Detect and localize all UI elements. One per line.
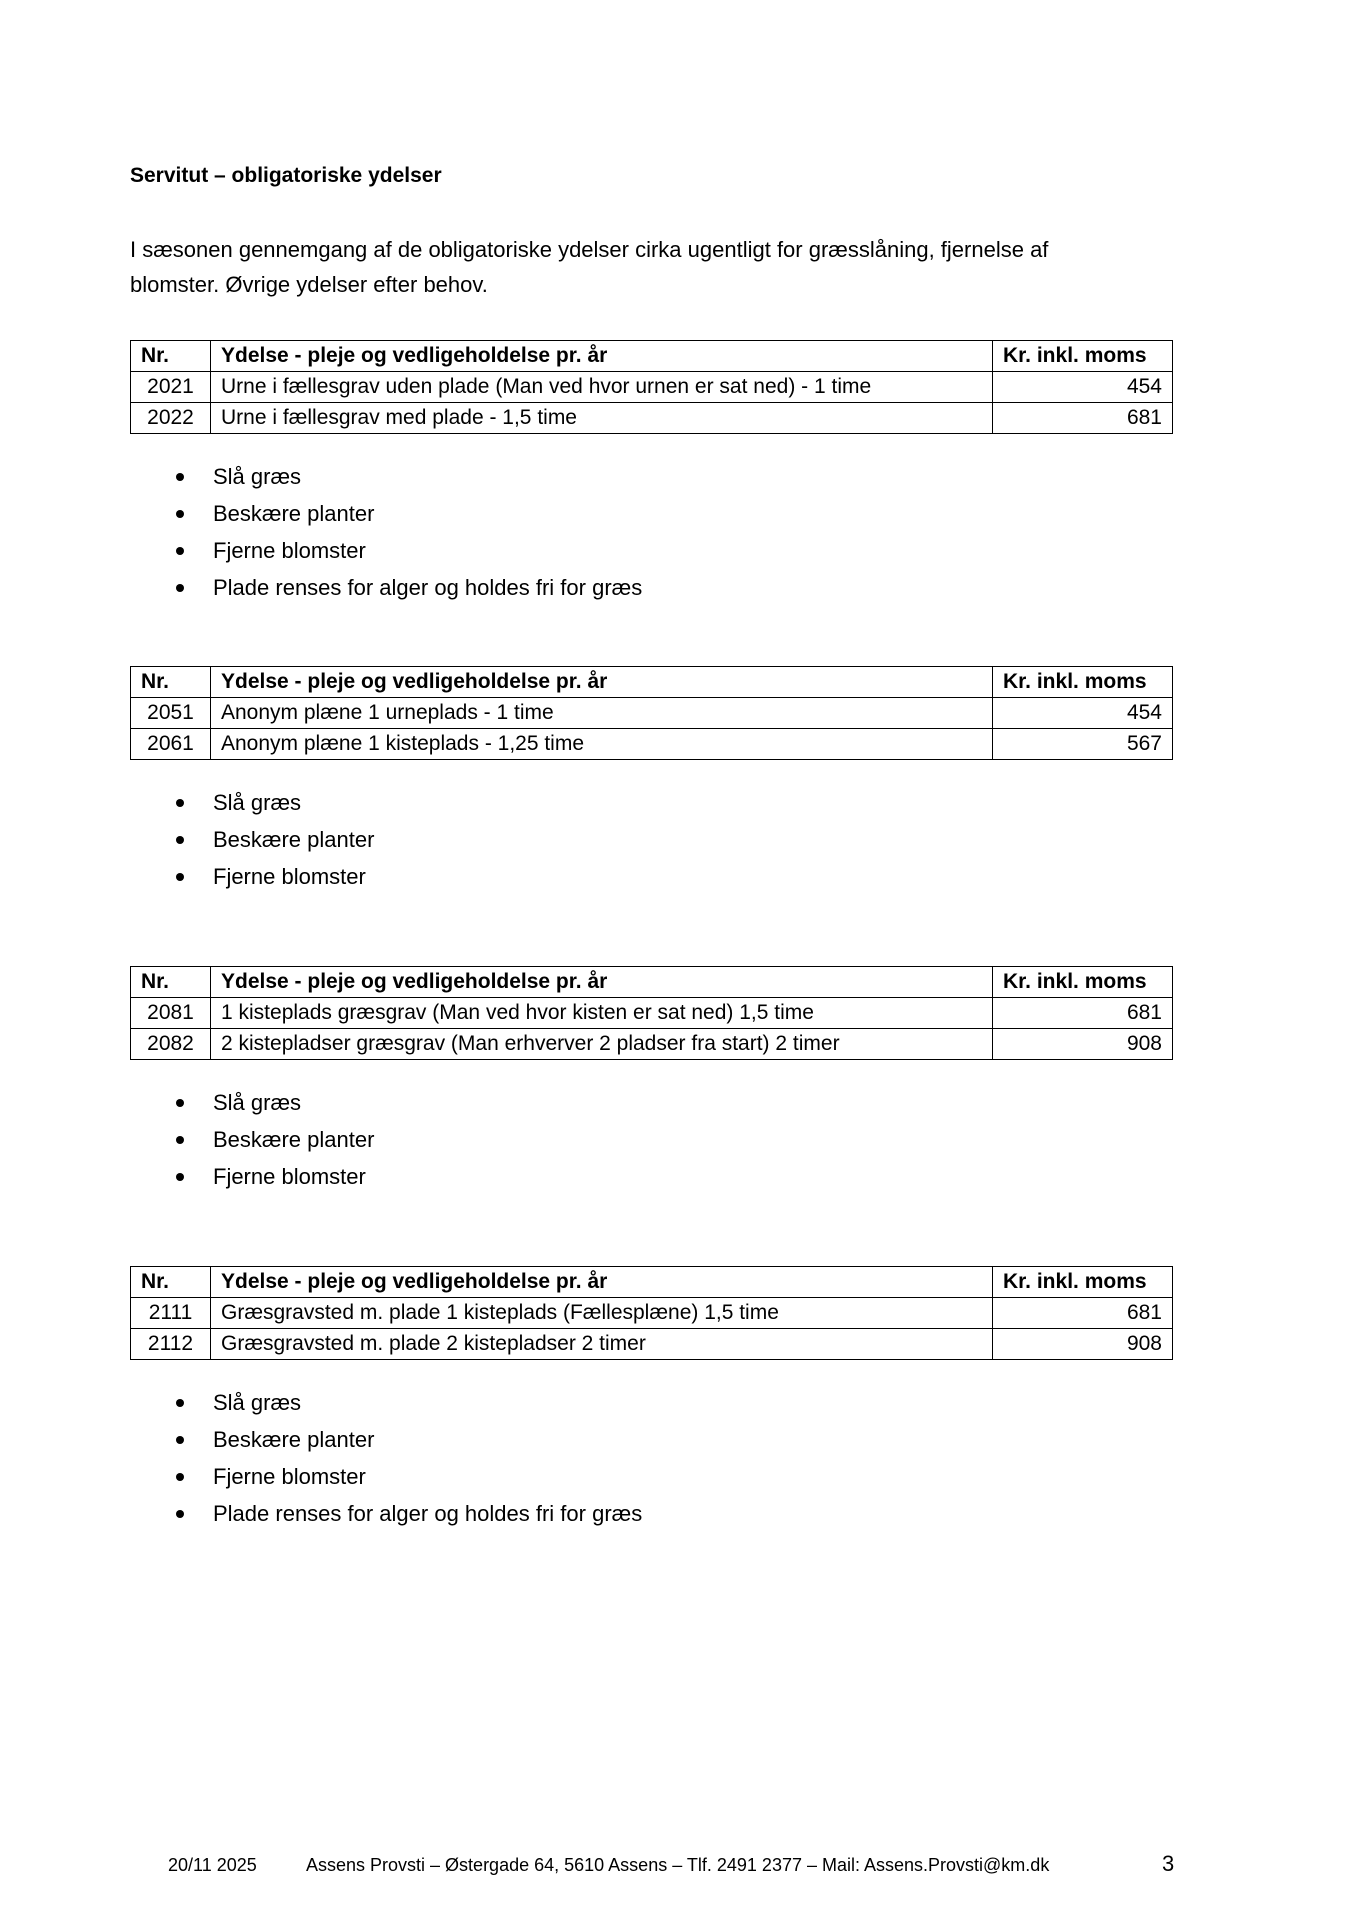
list-item xyxy=(130,784,1172,821)
row-nr: 2022 xyxy=(131,403,211,434)
price-section xyxy=(130,340,1172,606)
list-item xyxy=(130,1384,1172,1421)
bullet-icon xyxy=(176,799,184,807)
list-item-text: Fjerne blomster xyxy=(213,864,366,889)
table-row xyxy=(131,403,1173,434)
row-nr: 2111 xyxy=(131,1298,211,1329)
row-description: Urne i fællesgrav uden plade (Man ved hvor urnen er sat ned) - 1 time xyxy=(211,372,993,403)
row-nr: 2112 xyxy=(131,1329,211,1360)
list-item-text: Plade renses for alger og holdes fri for græs xyxy=(213,1501,643,1526)
row-price: 681 xyxy=(993,1298,1173,1329)
row-price: 908 xyxy=(993,1029,1173,1060)
header-nr: Nr. xyxy=(131,1267,211,1298)
bullet-icon xyxy=(176,1173,184,1181)
price-section xyxy=(130,666,1172,895)
list-item-text: Plade renses for alger og holdes fri for græs xyxy=(213,575,643,600)
list-item xyxy=(130,495,1172,532)
row-description: Græsgravsted m. plade 1 kisteplads (Fællesplæne) 1,5 time xyxy=(211,1298,993,1329)
header-description: Ydelse - pleje og vedligeholdelse pr. år xyxy=(211,967,993,998)
header-nr: Nr. xyxy=(131,341,211,372)
list-item xyxy=(130,458,1172,495)
list-item-text: Slå græs xyxy=(213,1090,302,1115)
header-price: Kr. inkl. moms xyxy=(993,667,1173,698)
bullet-icon xyxy=(176,1510,184,1518)
bullet-list xyxy=(130,784,1172,895)
table-row xyxy=(131,1029,1173,1060)
row-description: Anonym plæne 1 urneplads - 1 time xyxy=(211,698,993,729)
table-header-row xyxy=(131,1267,1173,1298)
list-item-text: Fjerne blomster xyxy=(213,538,366,563)
footer-date: 20/11 2025 xyxy=(168,1855,257,1875)
bullet-icon xyxy=(176,1399,184,1407)
bullet-icon xyxy=(176,547,184,555)
bullet-icon xyxy=(176,1099,184,1107)
table-header-row xyxy=(131,667,1173,698)
row-description: Græsgravsted m. plade 2 kistepladser 2 timer xyxy=(211,1329,993,1360)
list-item xyxy=(130,1421,1172,1458)
footer-contact: Assens Provsti – Østergade 64, 5610 Assens – Tlf. 2491 2377 – Mail: Assens.Provsti@km.dk xyxy=(306,1855,1050,1875)
list-item-text: Slå græs xyxy=(213,464,302,489)
section-heading: Servitut – obligatoriske ydelser xyxy=(130,164,442,187)
header-price: Kr. inkl. moms xyxy=(993,341,1173,372)
list-item-text: Fjerne blomster xyxy=(213,1464,366,1489)
price-table xyxy=(130,966,1173,1060)
list-item xyxy=(130,569,1172,606)
bullet-icon xyxy=(176,836,184,844)
price-table xyxy=(130,340,1173,434)
row-nr: 2061 xyxy=(131,729,211,760)
bullet-icon xyxy=(176,510,184,518)
header-description: Ydelse - pleje og vedligeholdelse pr. år xyxy=(211,1267,993,1298)
row-price: 908 xyxy=(993,1329,1173,1360)
row-price: 681 xyxy=(993,403,1173,434)
row-price: 567 xyxy=(993,729,1173,760)
list-item xyxy=(130,858,1172,895)
bullet-icon xyxy=(176,873,184,881)
list-item-text: Beskære planter xyxy=(213,501,375,526)
list-item xyxy=(130,532,1172,569)
row-nr: 2051 xyxy=(131,698,211,729)
bullet-list xyxy=(130,458,1172,606)
list-item xyxy=(130,821,1172,858)
header-description: Ydelse - pleje og vedligeholdelse pr. år xyxy=(211,341,993,372)
list-item-text: Beskære planter xyxy=(213,1427,375,1452)
bullet-icon xyxy=(176,1136,184,1144)
row-price: 454 xyxy=(993,698,1173,729)
table-row xyxy=(131,372,1173,403)
list-item-text: Beskære planter xyxy=(213,827,375,852)
table-row xyxy=(131,698,1173,729)
table-row xyxy=(131,998,1173,1029)
table-row xyxy=(131,1329,1173,1360)
header-price: Kr. inkl. moms xyxy=(993,1267,1173,1298)
row-nr: 2021 xyxy=(131,372,211,403)
price-table xyxy=(130,666,1173,760)
header-nr: Nr. xyxy=(131,667,211,698)
row-description: Urne i fællesgrav med plade - 1,5 time xyxy=(211,403,993,434)
row-nr: 2082 xyxy=(131,1029,211,1060)
table-row xyxy=(131,729,1173,760)
row-nr: 2081 xyxy=(131,998,211,1029)
list-item xyxy=(130,1458,1172,1495)
row-description: 2 kistepladser græsgrav (Man erhverver 2 pladser fra start) 2 timer xyxy=(211,1029,993,1060)
bullet-icon xyxy=(176,1473,184,1481)
bullet-icon xyxy=(176,473,184,481)
bullet-icon xyxy=(176,584,184,592)
list-item-text: Fjerne blomster xyxy=(213,1164,366,1189)
list-item xyxy=(130,1121,1172,1158)
intro-paragraph: I sæsonen gennemgang af de obligatoriske ydelser cirka ugentligt for græsslåning, fjernelse af blomster. Øvrige ydelser efter behov. xyxy=(130,237,1049,297)
page-number: 3 xyxy=(1162,1851,1175,1876)
row-price: 454 xyxy=(993,372,1173,403)
bullet-list xyxy=(130,1084,1172,1195)
list-item xyxy=(130,1084,1172,1121)
list-item xyxy=(130,1158,1172,1195)
bullet-icon xyxy=(176,1436,184,1444)
header-price: Kr. inkl. moms xyxy=(993,967,1173,998)
list-item-text: Slå græs xyxy=(213,1390,302,1415)
header-description: Ydelse - pleje og vedligeholdelse pr. år xyxy=(211,667,993,698)
row-description: Anonym plæne 1 kisteplads - 1,25 time xyxy=(211,729,993,760)
list-item-text: Beskære planter xyxy=(213,1127,375,1152)
table-header-row xyxy=(131,341,1173,372)
table-header-row xyxy=(131,967,1173,998)
price-section xyxy=(130,966,1172,1195)
price-table xyxy=(130,1266,1173,1360)
bullet-list xyxy=(130,1384,1172,1532)
price-section xyxy=(130,1266,1172,1532)
row-description: 1 kisteplads græsgrav (Man ved hvor kisten er sat ned) 1,5 time xyxy=(211,998,993,1029)
list-item-text: Slå græs xyxy=(213,790,302,815)
list-item xyxy=(130,1495,1172,1532)
row-price: 681 xyxy=(993,998,1173,1029)
header-nr: Nr. xyxy=(131,967,211,998)
table-row xyxy=(131,1298,1173,1329)
